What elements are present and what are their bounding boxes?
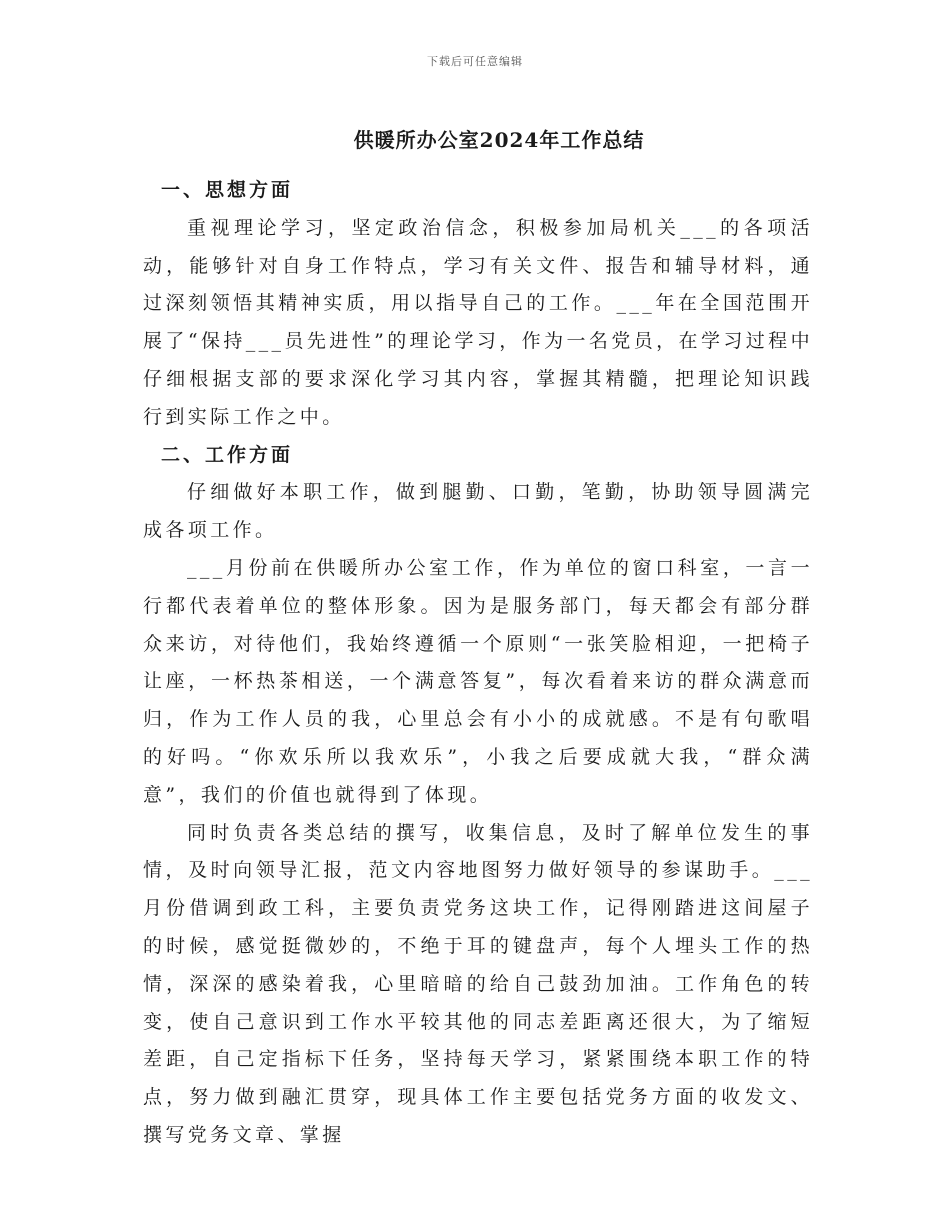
document-title: 供暖所办公室2024年工作总结 bbox=[353, 128, 645, 152]
paragraph-work-intro: 仔细做好本职工作，做到腿勤、口勤，笔勤，协助领导圆满完成各项工作。 bbox=[143, 481, 813, 542]
page-header-note: 下载后可任意编辑 bbox=[427, 55, 523, 68]
paragraph-work-secondment: 同时负责各类总结的撰写，收集信息，及时了解单位发生的事情，及时向领导汇报，范文内容地图努力做好领导的参谋助手。___月份借调到政工科，主要负责党务这块工作，记得刚踏进这间屋子的时候，感觉挺微妙的，不绝于耳的键盘声，每个人埋头工作的热情，深深的感染着我，心里暗暗的给自己鼓劲加油。工作角色的转变，使自己意识到工作水平较其他的同志差距离还很大，为了缩短差距，自己定指标下任务，坚持每天学习，紧紧围绕本职工作的特点，努力做到融汇贯穿，现具体工作主要包括党务方面的收发文、撰写党务文章、掌握 bbox=[143, 821, 813, 1146]
document-body bbox=[143, 172, 813, 1155]
section-heading-work: 二、工作方面 bbox=[161, 443, 294, 466]
paragraph-ideology: 重视理论学习，坚定政治信念，积极参加局机关___的各项活动，能够针对自身工作特点，学习有关文件、报告和辅导材料，通过深刻领悟其精神实质，用以指导自己的工作。___年在全国范围开展了“保持___员先进性”的理论学习，作为一名党员，在学习过程中仔细根据支部的要求深化学习其内容，掌握其精髓，把理论知识践行到实际工作之中。 bbox=[143, 216, 813, 428]
section-heading-ideology: 一、思想方面 bbox=[161, 179, 294, 201]
paragraph-work-office: ___月份前在供暖所办公室工作，作为单位的窗口科室，一言一行都代表着单位的整体形象。因为是服务部门，每天都会有部分群众来访，对待他们，我始终遵循一个原则“一张笑脸相迎，一把椅子让座，一杯热茶相送，一个满意答复”，每次看着来访的群众满意而归，作为工作人员的我，心里总会有小小的成就感。不是有句歌唱的好吗。“你欢乐所以我欢乐”，小我之后要成就大我，“群众满意”，我们的价值也就得到了体现。 bbox=[143, 556, 813, 806]
